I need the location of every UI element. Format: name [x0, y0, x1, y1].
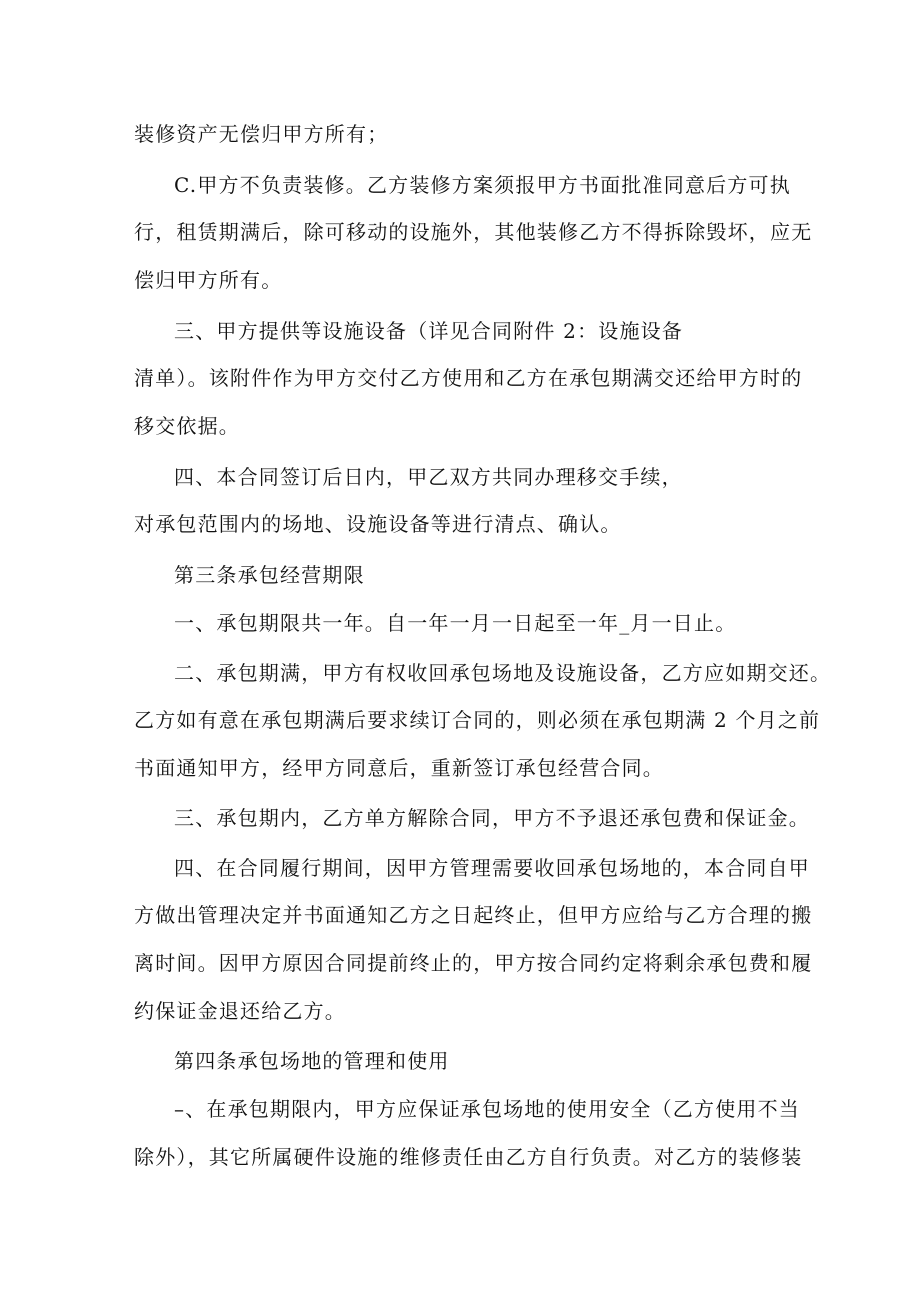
- text-line: 装修资产无偿归甲方所有；: [134, 122, 389, 146]
- text-line: 三、承包期内，乙方单方解除合同，甲方不予退还承包费和保证金。: [174, 806, 810, 830]
- text-line: 四、在合同履行期间，因甲方管理需要收回承包场地的，本合同自甲: [174, 856, 810, 880]
- text-line: 四、本合同签订后日内，甲乙双方共同办理移交手续，: [174, 465, 683, 489]
- text-line: C.甲方不负责装修。乙方装修方案须报甲方书面批准同意后方可执: [174, 173, 791, 197]
- text-line: 对承包范围内的场地、设施设备等进行清点、确认。: [134, 512, 622, 536]
- text-line: 离时间。因甲方原因合同提前终止的，甲方按合同约定将剩余承包费和履: [134, 951, 813, 975]
- text-line: 行，租赁期满后，除可移动的设施外，其他装修乙方不得拆除毁坏，应无: [134, 220, 813, 244]
- section-heading: 第三条承包经营期限: [174, 563, 365, 587]
- text-line: –、在承包期限内，甲方应保证承包场地的使用安全（乙方使用不当: [174, 1097, 800, 1121]
- text-line: 乙方如有意在承包期满后要求续订合同的，则必须在承包期满 2 个月之前: [134, 708, 821, 732]
- text-line: 移交依据。: [134, 414, 240, 438]
- text-line: 三、甲方提供等设施设备（详见合同附件 2：设施设备: [174, 319, 684, 343]
- text-line: 一、承包期限共一年。自一年一月一日起至一年_月一日止。: [174, 611, 737, 635]
- text-line: 除外），其它所属硬件设施的维修责任由乙方自行负责。对乙方的装修装: [134, 1145, 803, 1169]
- text-line: 二、承包期满，甲方有权收回承包场地及设施设备，乙方应如期交还。: [174, 661, 832, 685]
- text-line: 约保证金退还给乙方。: [134, 999, 346, 1023]
- text-line: 书面通知甲方，经甲方同意后，重新签订承包经营合同。: [134, 756, 664, 780]
- text-line: 方做出管理决定并书面通知乙方之日起终止，但甲方应给与乙方合理的搬: [134, 903, 813, 927]
- text-line: 偿归甲方所有。: [134, 268, 283, 292]
- section-heading: 第四条承包场地的管理和使用: [174, 1049, 450, 1073]
- text-line: 清单）。该附件作为甲方交付乙方使用和乙方在承包期满交还给甲方时的: [134, 366, 803, 390]
